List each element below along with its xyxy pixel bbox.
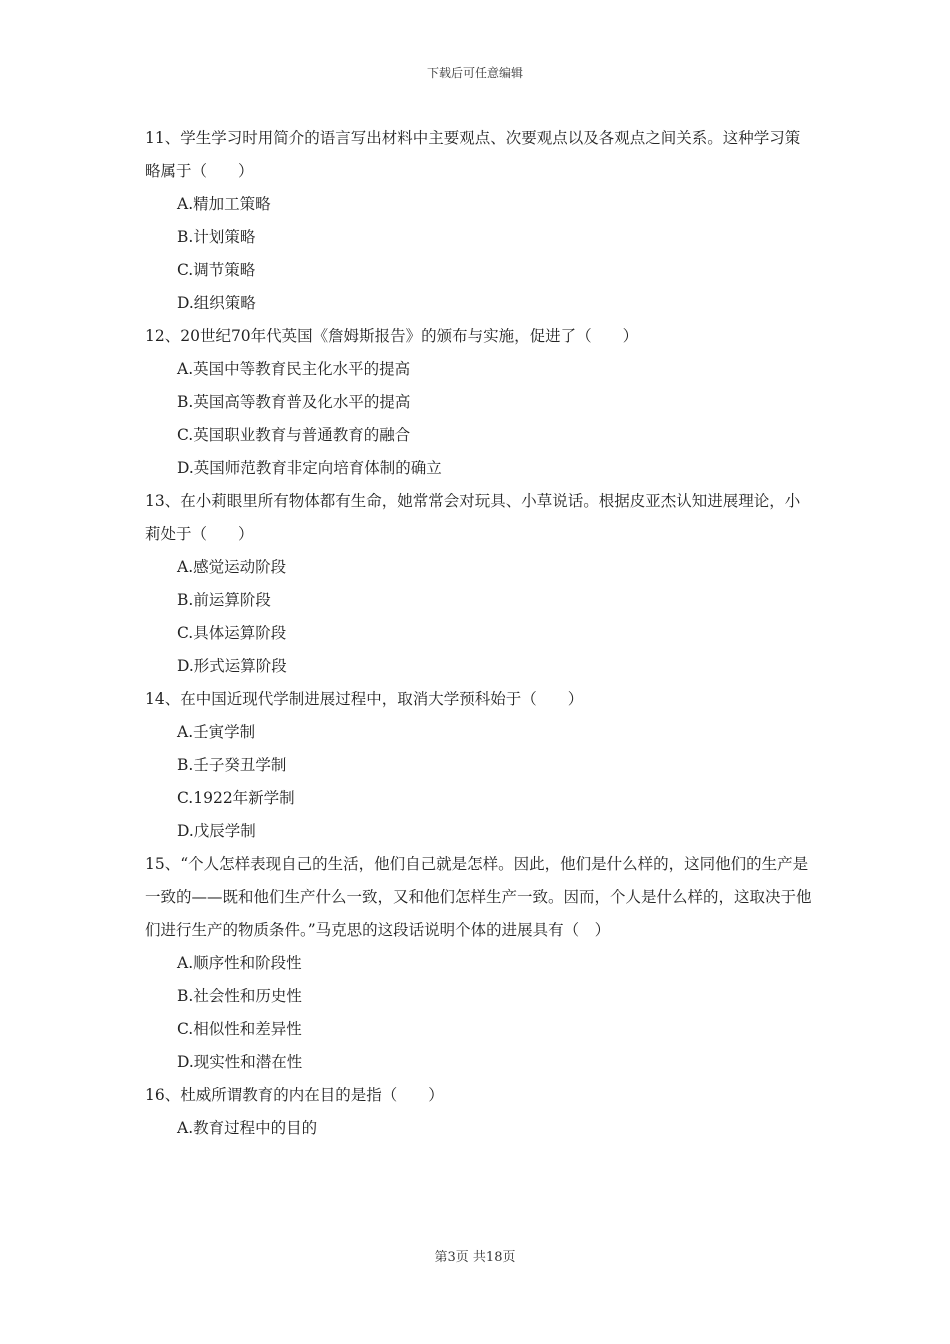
answer-option: B.计划策略 [177,228,256,246]
answer-option: A.英国中等教育民主化水平的提高 [177,360,411,378]
answer-option: B.壬子癸丑学制 [177,756,287,774]
answer-option: C.1922年新学制 [177,789,295,807]
answer-option: D.戊辰学制 [177,822,256,840]
answer-option: C.调节策略 [177,261,256,279]
answer-option: D.现实性和潜在性 [177,1053,303,1071]
page-header-note: 下载后可任意编辑 [426,66,523,80]
page-number: 第3页 共18页 [434,1250,516,1265]
question-item [145,683,815,848]
answer-option: B.英国高等教育普及化水平的提高 [177,393,411,411]
answer-option: C.相似性和差异性 [177,1020,302,1038]
question-item [145,848,815,1079]
question-item [145,122,815,320]
answer-option: B.前运算阶段 [177,591,271,609]
question-item [145,1079,815,1145]
answer-option: A.顺序性和阶段性 [177,954,302,972]
answer-option: C.具体运算阶段 [177,624,287,642]
answer-option: A.精加工策略 [177,195,271,213]
question-item [145,485,815,683]
question-stem: 11、学生学习时用简介的语言写出材料中主要观点、次要观点以及各观点之间关系。这种学习策略属于（ ） [145,129,801,180]
answer-option: D.英国师范教育非定向培育体制的确立 [177,459,442,477]
answer-option: D.组织策略 [177,294,256,312]
question-stem: 14、在中国近现代学制进展过程中，取消大学预科始于（ ） [145,690,584,708]
question-stem: 16、杜威所谓教育的内在目的是指（ ） [145,1086,444,1104]
question-stem: 15、“个人怎样表现自己的生活，他们自己就是怎样。因此，他们是什么样的，这同他们的生产是一致的——既和他们生产什么一致，又和他们怎样生产一致。因而，个人是什么样的，这取决于他们进行生产的物质条件。”马克思的这段话说明个体的进展具有（ ） [145,855,812,939]
answer-option: A.感觉运动阶段 [177,558,287,576]
answer-option: B.社会性和历史性 [177,987,302,1005]
answer-option: D.形式运算阶段 [177,657,287,675]
question-item [145,320,815,485]
question-stem: 12、20世纪70年代英国《詹姆斯报告》的颁布与实施，促进了（ ） [145,327,639,345]
question-stem: 13、在小莉眼里所有物体都有生命，她常常会对玩具、小草说话。根据皮亚杰认知进展理论，小莉处于（ ） [145,492,801,543]
answer-option: A.教育过程中的目的 [177,1119,318,1137]
answer-option: C.英国职业教育与普通教育的融合 [177,426,411,444]
question-list [145,122,815,1145]
answer-option: A.壬寅学制 [177,723,256,741]
